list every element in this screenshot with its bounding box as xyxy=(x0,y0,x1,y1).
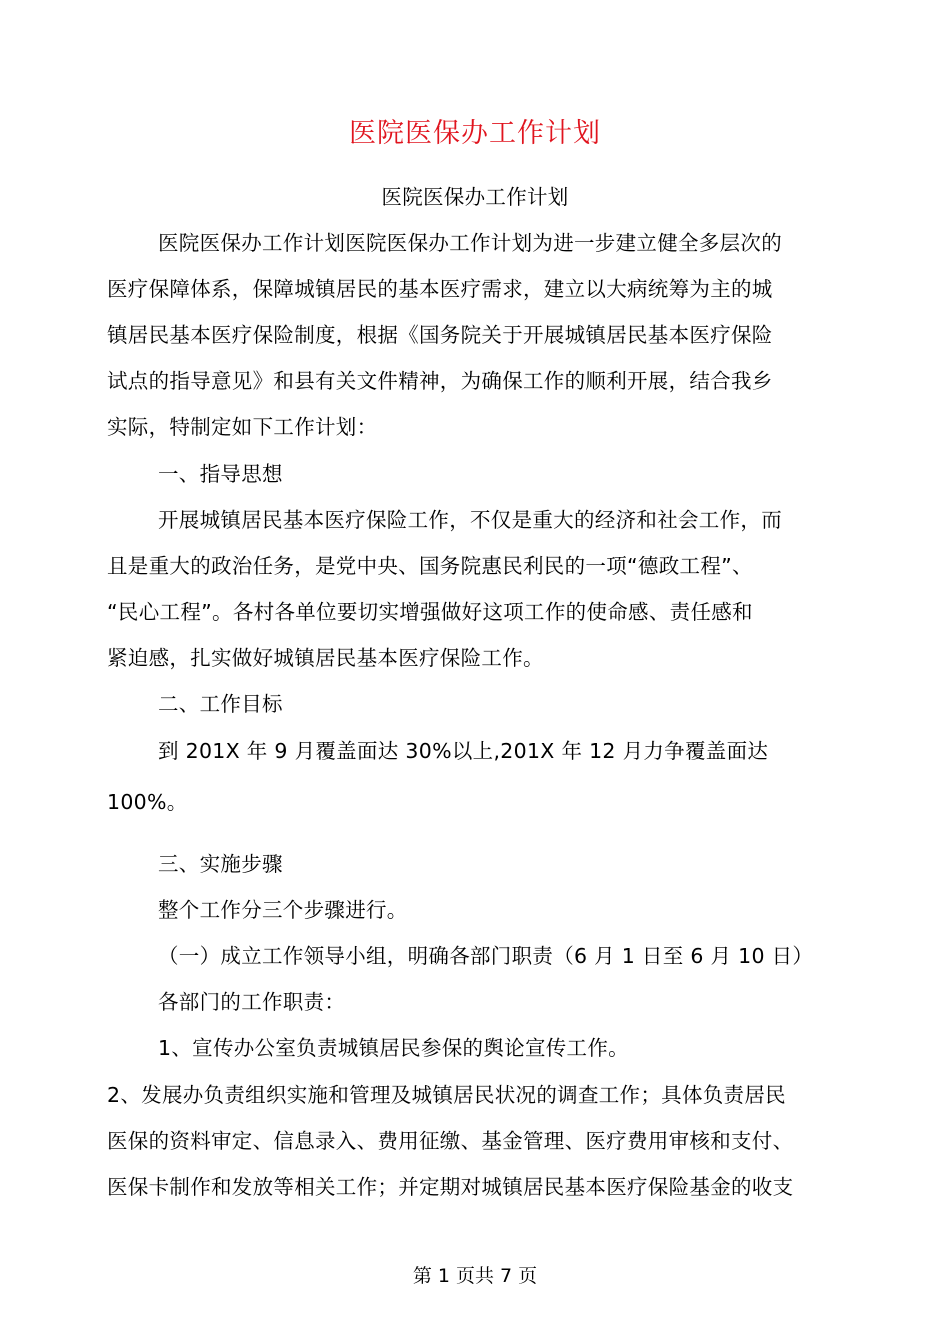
paragraph-line: 试点的指导意见》和县有关文件精神，为确保工作的顺利开展，结合我乡 xyxy=(107,369,773,393)
paragraph-line: 实际，特制定如下工作计划： xyxy=(107,415,378,439)
paragraph-line: 且是重大的政治任务，是党中央、国务院惠民利民的一项“德政工程”、 xyxy=(107,554,753,578)
paragraph-line: 医保的资料审定、信息录入、费用征缴、基金管理、医疗费用审核和支付、 xyxy=(107,1129,794,1153)
paragraph-line: 整个工作分三个步骤进行。 xyxy=(158,898,408,922)
section-heading: 二、工作目标 xyxy=(158,692,283,716)
paragraph-line: 100%。 xyxy=(107,790,188,814)
paragraph-line: 各部门的工作职责： xyxy=(158,990,346,1014)
paragraph-line: 2、发展办负责组织实施和管理及城镇居民状况的调查工作；具体负责居民 xyxy=(107,1083,786,1107)
paragraph-line: 开展城镇居民基本医疗保险工作，不仅是重大的经济和社会工作，而 xyxy=(158,508,782,532)
paragraph-line: 紧迫感，扎实做好城镇居民基本医疗保险工作。 xyxy=(107,646,544,670)
paragraph-line: 医院医保办工作计划医院医保办工作计划为进一步建立健全多层次的 xyxy=(158,231,782,255)
document-title: 医院医保办工作计划 xyxy=(349,118,601,149)
paragraph-line: “民心工程”。各村各单位要切实增强做好这项工作的使命感、责任感和 xyxy=(107,600,753,624)
paragraph-line: 到 201X 年 9 月覆盖面达 30%以上,201X 年 12 月力争覆盖面达 xyxy=(158,739,769,763)
paragraph-line: （一）成立工作领导小组，明确各部门职责（6 月 1 日至 6 月 10 日） xyxy=(158,944,814,968)
paragraph-line: 镇居民基本医疗保险制度，根据《国务院关于开展城镇居民基本医疗保险 xyxy=(107,323,773,347)
section-heading: 三、实施步骤 xyxy=(158,852,283,876)
section-heading: 一、指导思想 xyxy=(158,462,283,486)
paragraph-line: 1、宣传办公室负责城镇居民参保的舆论宣传工作。 xyxy=(158,1036,629,1060)
document-subtitle: 医院医保办工作计划 xyxy=(381,185,569,209)
page-number-footer: 第 1 页共 7 页 xyxy=(412,1265,538,1287)
paragraph-line: 医保卡制作和发放等相关工作；并定期对城镇居民基本医疗保险基金的收支 xyxy=(107,1175,794,1199)
paragraph-line: 医疗保障体系，保障城镇居民的基本医疗需求，建立以大病统筹为主的城 xyxy=(107,277,773,301)
